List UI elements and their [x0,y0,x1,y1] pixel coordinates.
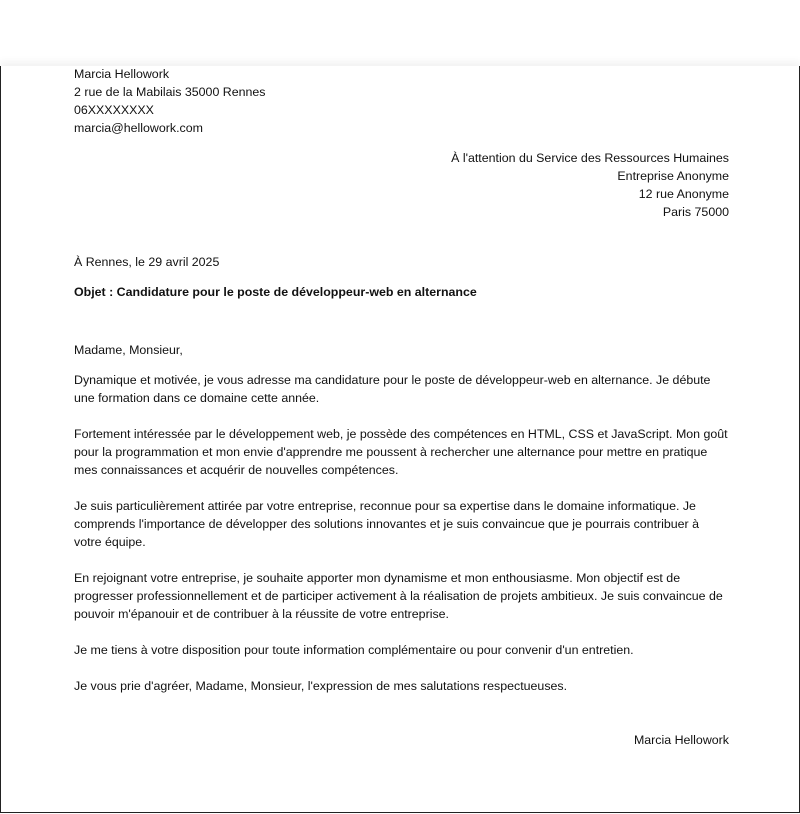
letter-page [0,66,800,813]
recipient-block [329,149,729,221]
sender-address: 2 rue de la Mabilais 35000 Rennes [74,85,266,99]
recipient-company: Entreprise Anonyme [617,169,729,183]
body-paragraph-1: Dynamique et motivée, je vous adresse ma candidature pour le poste de développeur-web en alternance. Je débute une formation dans ce domaine cette année. [74,373,711,405]
recipient-street: 12 rue Anonyme [638,187,729,201]
body-paragraph-5: Je me tiens à votre disposition pour toute information complémentaire ou pour convenir d'un entretien. [74,643,634,657]
sender-name: Marcia Hellowork [74,67,170,81]
closing-paragraph: Je vous prie d'agréer, Madame, Monsieur, l'expression de mes salutations respectueuses. [74,679,568,693]
greeting: Madame, Monsieur, [74,343,183,357]
date-line: À Rennes, le 29 avril 2025 [74,255,220,269]
recipient-city: Paris 75000 [662,205,729,219]
page-top-margin [0,0,800,66]
body-paragraph-3: Je suis particulièrement attirée par votre entreprise, reconnue pour sa expertise dans le domaine informatique. Je comprends l'importance de développer des solutions innovantes et je suis convaincue que je pourrais contribuer à votre équipe. [74,499,700,549]
body-paragraph-4: En rejoignant votre entreprise, je souhaite apporter mon dynamisme et mon enthousiasme. Mon objectif est de progresser professionnellement et de participer activement à la réalisation de projets ambitieux. Je suis convaincue de pouvoir m'épanouir et de contribuer à la réussite de votre entreprise. [74,571,723,621]
sender-phone: 06XXXXXXXX [74,103,154,117]
recipient-attention: À l'attention du Service des Ressources Humaines [451,151,729,165]
subject-line: Objet : Candidature pour le poste de développeur-web en alternance [74,285,477,299]
body-paragraph-2: Fortement intéressée par le développement web, je possède des compétences en HTML, CSS et JavaScript. Mon goût pour la programmation et mon envie d'apprendre me poussent à rechercher une alternance pour mettre en pratique mes connaissances et acquérir de nouvelles compétences. [74,427,728,477]
signature: Marcia Hellowork [633,733,729,747]
sender-block [74,65,474,137]
sender-email: marcia@hellowork.com [74,121,203,135]
